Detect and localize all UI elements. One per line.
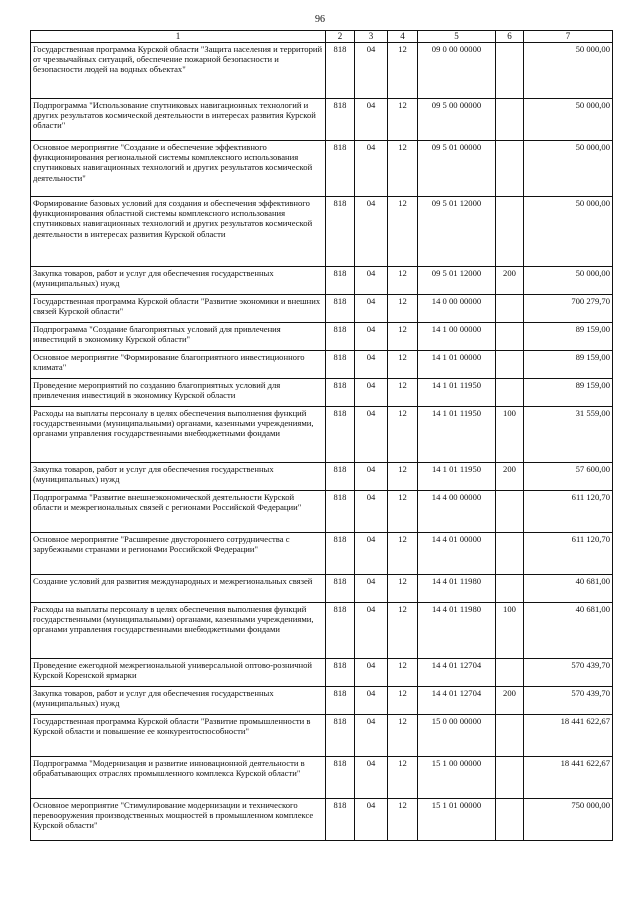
cell-expense-type bbox=[496, 756, 524, 798]
cell-amount: 50 000,00 bbox=[524, 266, 613, 294]
cell-ministry-code: 818 bbox=[326, 756, 355, 798]
cell-target-article: 09 0 00 00000 bbox=[418, 42, 496, 98]
table-row bbox=[31, 532, 613, 574]
cell-section: 04 bbox=[355, 490, 388, 532]
cell-amount: 18 441 622,67 bbox=[524, 714, 613, 756]
budget-table bbox=[30, 30, 613, 841]
table-row bbox=[31, 42, 613, 98]
cell-ministry-code: 818 bbox=[326, 532, 355, 574]
cell-name: Государственная программа Курской области "Защита населения и территорий от чрезвычайных ситуаций, обеспечение пожарной безопасности и безопасности людей на водных объектах" bbox=[31, 42, 326, 98]
cell-amount: 50 000,00 bbox=[524, 42, 613, 98]
cell-section: 04 bbox=[355, 756, 388, 798]
cell-ministry-code: 818 bbox=[326, 490, 355, 532]
cell-ministry-code: 818 bbox=[326, 406, 355, 462]
cell-expense-type: 200 bbox=[496, 462, 524, 490]
table-row bbox=[31, 350, 613, 378]
cell-name: Государственная программа Курской области "Развитие экономики и внешних связей Курской области" bbox=[31, 294, 326, 322]
table-row bbox=[31, 602, 613, 658]
cell-amount: 18 441 622,67 bbox=[524, 756, 613, 798]
cell-target-article: 09 5 00 00000 bbox=[418, 98, 496, 140]
cell-target-article: 14 4 01 11980 bbox=[418, 574, 496, 602]
cell-target-article: 14 1 01 00000 bbox=[418, 350, 496, 378]
cell-subsection: 12 bbox=[388, 406, 418, 462]
table-row bbox=[31, 140, 613, 196]
table-row bbox=[31, 686, 613, 714]
cell-name: Проведение ежегодной межрегиональной универсальной оптово-розничной Курской Коренской ярмарки bbox=[31, 658, 326, 686]
cell-amount: 570 439,70 bbox=[524, 658, 613, 686]
cell-section: 04 bbox=[355, 140, 388, 196]
cell-name: Расходы на выплаты персоналу в целях обеспечения выполнения функций государственными (муниципальными) органами, казенными учреждениями, органами управления государственными внебюджетными фондами bbox=[31, 406, 326, 462]
table-row bbox=[31, 462, 613, 490]
cell-expense-type bbox=[496, 532, 524, 574]
cell-target-article: 09 5 01 00000 bbox=[418, 140, 496, 196]
cell-ministry-code: 818 bbox=[326, 462, 355, 490]
table-row bbox=[31, 574, 613, 602]
cell-name: Подпрограмма "Развитие внешнеэкономической деятельности Курской области и межрегиональных связей с регионами Российской Федерации" bbox=[31, 490, 326, 532]
cell-amount: 611 120,70 bbox=[524, 490, 613, 532]
cell-name: Формирование базовых условий для создания и обеспечения эффективного функционирования областной системы комплексного использования спутниковых навигационных технологий и других результатов космической деятельности в интересах развития Курской области bbox=[31, 196, 326, 266]
cell-subsection: 12 bbox=[388, 294, 418, 322]
cell-subsection: 12 bbox=[388, 266, 418, 294]
cell-subsection: 12 bbox=[388, 602, 418, 658]
cell-subsection: 12 bbox=[388, 798, 418, 840]
cell-section: 04 bbox=[355, 406, 388, 462]
cell-section: 04 bbox=[355, 42, 388, 98]
cell-section: 04 bbox=[355, 350, 388, 378]
cell-section: 04 bbox=[355, 798, 388, 840]
cell-target-article: 14 4 00 00000 bbox=[418, 490, 496, 532]
cell-section: 04 bbox=[355, 602, 388, 658]
cell-amount: 89 159,00 bbox=[524, 378, 613, 406]
cell-amount: 40 681,00 bbox=[524, 574, 613, 602]
cell-name: Государственная программа Курской области "Развитие промышленности в Курской области и повышение ее конкурентоспособности" bbox=[31, 714, 326, 756]
cell-target-article: 15 1 00 00000 bbox=[418, 756, 496, 798]
cell-expense-type bbox=[496, 490, 524, 532]
table-row bbox=[31, 658, 613, 686]
cell-section: 04 bbox=[355, 196, 388, 266]
cell-ministry-code: 818 bbox=[326, 378, 355, 406]
cell-amount: 750 000,00 bbox=[524, 798, 613, 840]
table-row bbox=[31, 266, 613, 294]
table-row bbox=[31, 196, 613, 266]
cell-subsection: 12 bbox=[388, 490, 418, 532]
cell-section: 04 bbox=[355, 266, 388, 294]
cell-name: Основное мероприятие "Расширение двустороннего сотрудничества с зарубежными странами и регионами Российской Федерации" bbox=[31, 532, 326, 574]
cell-target-article: 14 0 00 00000 bbox=[418, 294, 496, 322]
cell-subsection: 12 bbox=[388, 42, 418, 98]
cell-section: 04 bbox=[355, 378, 388, 406]
table-row bbox=[31, 714, 613, 756]
cell-target-article: 14 4 01 00000 bbox=[418, 532, 496, 574]
cell-subsection: 12 bbox=[388, 714, 418, 756]
cell-name: Создание условий для развития международных и межрегиональных связей bbox=[31, 574, 326, 602]
column-header: 7 bbox=[524, 31, 613, 43]
column-header: 5 bbox=[418, 31, 496, 43]
cell-expense-type bbox=[496, 798, 524, 840]
cell-amount: 50 000,00 bbox=[524, 196, 613, 266]
header-row bbox=[31, 31, 613, 43]
cell-ministry-code: 818 bbox=[326, 574, 355, 602]
cell-ministry-code: 818 bbox=[326, 196, 355, 266]
cell-target-article: 14 4 01 11980 bbox=[418, 602, 496, 658]
cell-ministry-code: 818 bbox=[326, 322, 355, 350]
page-number: 96 bbox=[315, 14, 325, 25]
cell-ministry-code: 818 bbox=[326, 686, 355, 714]
column-header: 6 bbox=[496, 31, 524, 43]
cell-ministry-code: 818 bbox=[326, 658, 355, 686]
cell-name: Закупка товаров, работ и услуг для обеспечения государственных (муниципальных) нужд bbox=[31, 686, 326, 714]
cell-target-article: 09 5 01 12000 bbox=[418, 196, 496, 266]
cell-expense-type: 200 bbox=[496, 266, 524, 294]
cell-ministry-code: 818 bbox=[326, 714, 355, 756]
cell-target-article: 14 1 00 00000 bbox=[418, 322, 496, 350]
cell-expense-type: 100 bbox=[496, 406, 524, 462]
cell-name: Основное мероприятие "Создание и обеспечение эффективного функционирования региональной системы комплексного использования спутниковых навигационных технологий и других результатов космической деятельности" bbox=[31, 140, 326, 196]
cell-name: Основное мероприятие "Стимулирование модернизации и технического перевооружения производственных мощностей в промышленном комплексе Курской области" bbox=[31, 798, 326, 840]
cell-section: 04 bbox=[355, 98, 388, 140]
cell-section: 04 bbox=[355, 574, 388, 602]
cell-amount: 31 559,00 bbox=[524, 406, 613, 462]
cell-target-article: 15 0 00 00000 bbox=[418, 714, 496, 756]
cell-section: 04 bbox=[355, 714, 388, 756]
table-row bbox=[31, 406, 613, 462]
column-header: 1 bbox=[31, 31, 326, 43]
cell-amount: 57 600,00 bbox=[524, 462, 613, 490]
cell-amount: 40 681,00 bbox=[524, 602, 613, 658]
cell-subsection: 12 bbox=[388, 532, 418, 574]
cell-name: Подпрограмма "Создание благоприятных условий для привлечения инвестиций в экономику Курской области" bbox=[31, 322, 326, 350]
table-row bbox=[31, 98, 613, 140]
cell-name: Подпрограмма "Использование спутниковых навигационных технологий и других результатов космической деятельности в интересах развития Курской области" bbox=[31, 98, 326, 140]
cell-expense-type bbox=[496, 658, 524, 686]
cell-amount: 89 159,00 bbox=[524, 322, 613, 350]
cell-section: 04 bbox=[355, 658, 388, 686]
column-header: 3 bbox=[355, 31, 388, 43]
cell-ministry-code: 818 bbox=[326, 602, 355, 658]
table-row bbox=[31, 798, 613, 840]
table-row bbox=[31, 756, 613, 798]
cell-subsection: 12 bbox=[388, 350, 418, 378]
table-row bbox=[31, 490, 613, 532]
cell-expense-type bbox=[496, 140, 524, 196]
cell-ministry-code: 818 bbox=[326, 266, 355, 294]
cell-name: Закупка товаров, работ и услуг для обеспечения государственных (муниципальных) нужд bbox=[31, 462, 326, 490]
cell-ministry-code: 818 bbox=[326, 350, 355, 378]
cell-subsection: 12 bbox=[388, 196, 418, 266]
cell-section: 04 bbox=[355, 686, 388, 714]
cell-section: 04 bbox=[355, 462, 388, 490]
cell-expense-type: 100 bbox=[496, 602, 524, 658]
cell-expense-type bbox=[496, 294, 524, 322]
cell-ministry-code: 818 bbox=[326, 98, 355, 140]
cell-expense-type bbox=[496, 350, 524, 378]
cell-subsection: 12 bbox=[388, 658, 418, 686]
cell-target-article: 14 1 01 11950 bbox=[418, 406, 496, 462]
cell-expense-type bbox=[496, 98, 524, 140]
table-row bbox=[31, 294, 613, 322]
cell-subsection: 12 bbox=[388, 378, 418, 406]
table-row bbox=[31, 322, 613, 350]
cell-subsection: 12 bbox=[388, 140, 418, 196]
cell-expense-type: 200 bbox=[496, 686, 524, 714]
cell-expense-type bbox=[496, 378, 524, 406]
cell-name: Проведение мероприятий по созданию благоприятных условий для привлечения инвестиций в экономику Курской области bbox=[31, 378, 326, 406]
cell-expense-type bbox=[496, 42, 524, 98]
cell-subsection: 12 bbox=[388, 98, 418, 140]
cell-amount: 570 439,70 bbox=[524, 686, 613, 714]
cell-section: 04 bbox=[355, 322, 388, 350]
cell-target-article: 14 1 01 11950 bbox=[418, 378, 496, 406]
cell-subsection: 12 bbox=[388, 756, 418, 798]
column-header: 2 bbox=[326, 31, 355, 43]
cell-expense-type bbox=[496, 714, 524, 756]
cell-section: 04 bbox=[355, 294, 388, 322]
cell-target-article: 09 5 01 12000 bbox=[418, 266, 496, 294]
cell-amount: 700 279,70 bbox=[524, 294, 613, 322]
cell-name: Подпрограмма "Модернизация и развитие инновационной деятельности в обрабатывающих отраслях промышленного комплекса Курской области" bbox=[31, 756, 326, 798]
cell-ministry-code: 818 bbox=[326, 42, 355, 98]
cell-section: 04 bbox=[355, 532, 388, 574]
cell-ministry-code: 818 bbox=[326, 294, 355, 322]
cell-expense-type bbox=[496, 574, 524, 602]
cell-amount: 50 000,00 bbox=[524, 98, 613, 140]
cell-subsection: 12 bbox=[388, 462, 418, 490]
cell-subsection: 12 bbox=[388, 686, 418, 714]
cell-target-article: 14 4 01 12704 bbox=[418, 658, 496, 686]
cell-name: Закупка товаров, работ и услуг для обеспечения государственных (муниципальных) нужд bbox=[31, 266, 326, 294]
cell-subsection: 12 bbox=[388, 322, 418, 350]
cell-ministry-code: 818 bbox=[326, 140, 355, 196]
cell-amount: 89 159,00 bbox=[524, 350, 613, 378]
cell-expense-type bbox=[496, 196, 524, 266]
cell-target-article: 15 1 01 00000 bbox=[418, 798, 496, 840]
cell-amount: 611 120,70 bbox=[524, 532, 613, 574]
cell-name: Расходы на выплаты персоналу в целях обеспечения выполнения функций государственными (муниципальными) органами, казенными учреждениями, органами управления государственными внебюджетными фондами bbox=[31, 602, 326, 658]
table-row bbox=[31, 378, 613, 406]
cell-name: Основное мероприятие "Формирование благоприятного инвестиционного климата" bbox=[31, 350, 326, 378]
cell-ministry-code: 818 bbox=[326, 798, 355, 840]
cell-target-article: 14 4 01 12704 bbox=[418, 686, 496, 714]
cell-amount: 50 000,00 bbox=[524, 140, 613, 196]
column-header: 4 bbox=[388, 31, 418, 43]
cell-subsection: 12 bbox=[388, 574, 418, 602]
cell-expense-type bbox=[496, 322, 524, 350]
cell-target-article: 14 1 01 11950 bbox=[418, 462, 496, 490]
